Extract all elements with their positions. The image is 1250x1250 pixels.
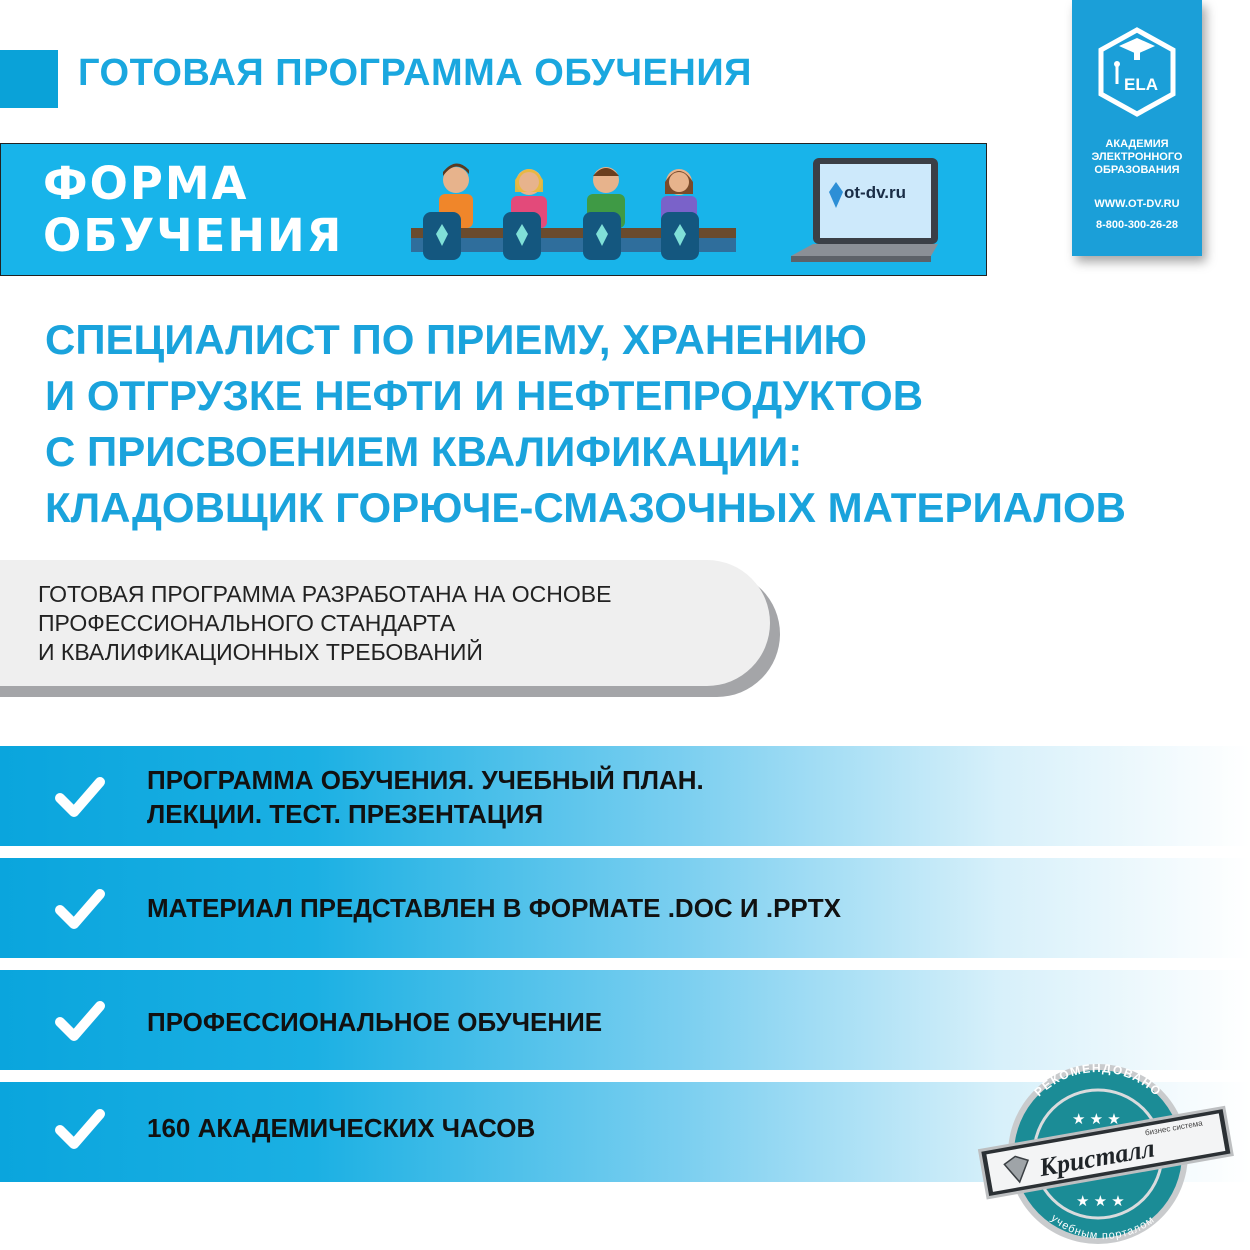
- note-text: ГОТОВАЯ ПРОГРАММА РАЗРАБОТАНА НА ОСНОВЕ ПРОФЕССИОНАЛЬНОГО СТАНДАРТА И КВАЛИФИКАЦИОННЫХ ТРЕБОВАНИЙ: [38, 581, 612, 665]
- header-accent-square: [0, 50, 58, 108]
- checkmark-icon: [52, 774, 108, 820]
- feature-row: [0, 746, 1250, 846]
- classroom-illustration: [411, 152, 946, 270]
- course-title-line: С ПРИСВОЕНИЕМ КВАЛИФИКАЦИИ:: [45, 428, 803, 475]
- svg-text:★ ★ ★: ★ ★ ★: [1076, 1193, 1125, 1210]
- feature-text: МАТЕРИАЛ ПРЕДСТАВЛЕН В ФОРМАТЕ .DOC И .PPTX: [147, 893, 841, 923]
- feature-text: ПРОФЕССИОНАЛЬНОЕ ОБУЧЕНИЕ: [147, 1007, 603, 1037]
- logo-abbr: ELA: [1124, 75, 1158, 94]
- hexagon-logo-icon: [1095, 24, 1179, 124]
- checkmark-icon: [52, 998, 108, 1044]
- seal-brand: Кристалл: [1037, 1133, 1157, 1183]
- logo-website[interactable]: WWW.OT-DV.RU: [1094, 198, 1180, 210]
- banner-title: ФОРМА ОБУЧЕНИЯ: [43, 157, 344, 262]
- feature-row: [0, 858, 1250, 958]
- academy-logo[interactable]: [1072, 0, 1202, 256]
- course-title-line: СПЕЦИАЛИСТ ПО ПРИЕМУ, ХРАНЕНИЮ: [45, 316, 867, 363]
- recommended-seal-icon: [958, 1058, 1240, 1248]
- course-title-line: И ОТГРУЗКЕ НЕФТИ И НЕФТЕПРОДУКТОВ: [45, 372, 924, 419]
- svg-text:★ ★ ★: ★ ★ ★: [1072, 1111, 1121, 1128]
- logo-name: АКАДЕМИЯ ЭЛЕКТРОННОГО ОБРАЗОВАНИЯ: [1091, 138, 1183, 176]
- feature-row: [0, 970, 1250, 1070]
- course-title-line: КЛАДОВЩИК ГОРЮЧЕ-СМАЗОЧНЫХ МАТЕРИАЛОВ: [45, 484, 1126, 531]
- study-form-banner: [0, 143, 987, 276]
- laptop-url: ot-dv.ru: [844, 183, 907, 202]
- feature-text: ПРОГРАММА ОБУЧЕНИЯ. УЧЕБНЫЙ ПЛАН. ЛЕКЦИИ. ТЕСТ. ПРЕЗЕНТАЦИЯ: [147, 765, 704, 829]
- feature-text: 160 АКАДЕМИЧЕСКИХ ЧАСОВ: [147, 1113, 536, 1143]
- checkmark-icon: [52, 886, 108, 932]
- seal-brand-small: бизнес система: [1144, 1118, 1204, 1138]
- laptop-icon: [791, 158, 938, 262]
- course-title: [45, 312, 1126, 536]
- page-header-title: ГОТОВАЯ ПРОГРАММА ОБУЧЕНИЯ: [78, 52, 752, 94]
- seal-top-text: РЕКОМЕНДОВАНО: [1031, 1060, 1165, 1100]
- seal-bottom-text: учебным порталом: [1048, 1212, 1158, 1243]
- program-basis-note: [0, 560, 770, 686]
- students-icon: [411, 163, 736, 260]
- checkmark-icon: [52, 1106, 108, 1152]
- logo-phone[interactable]: 8-800-300-26-28: [1096, 219, 1178, 231]
